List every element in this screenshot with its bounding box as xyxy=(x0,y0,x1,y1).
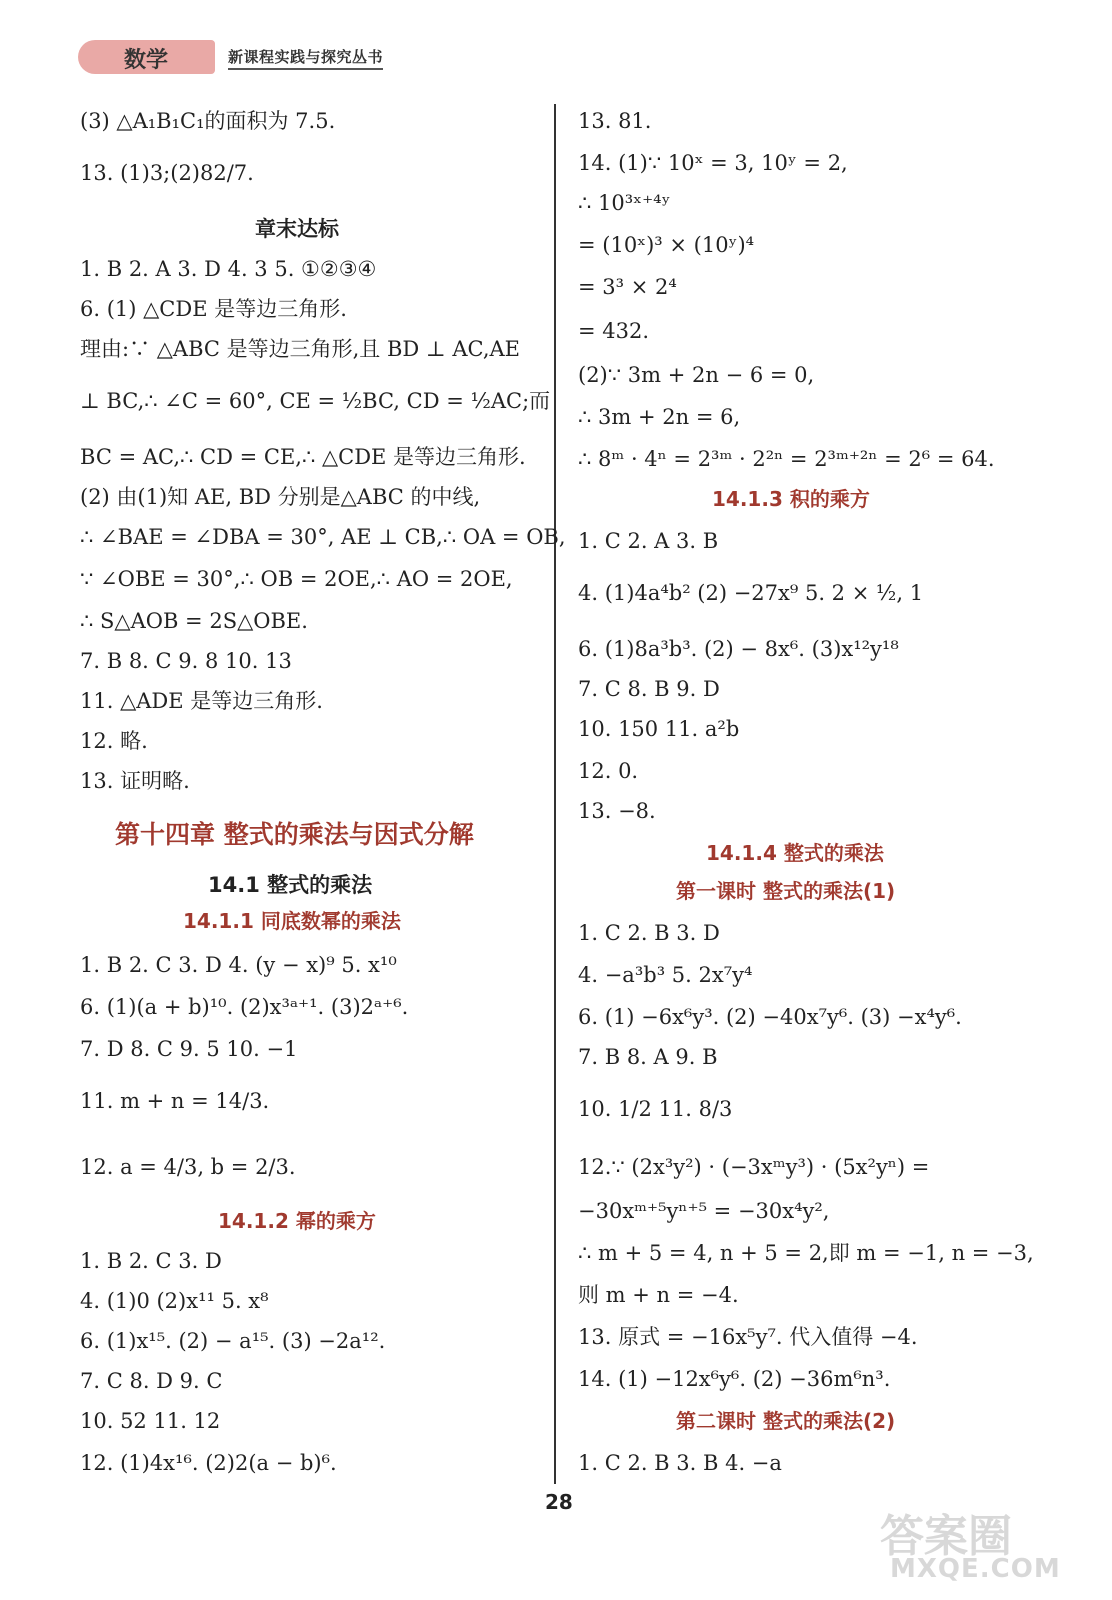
answer-line: ⊥ BC,∴ ∠C = 60°, CE = ½BC, CD = ½AC;而 xyxy=(80,389,551,413)
answer-line: 1. C 2. B 3. D xyxy=(578,921,720,945)
answer-line: 7. D 8. C 9. 5 10. −1 xyxy=(80,1037,298,1061)
answer-line: 1. C 2. B 3. B 4. −a xyxy=(578,1451,782,1475)
lesson-heading: 第一课时 整式的乘法(1) xyxy=(676,879,896,903)
answer-line: 14. (1)∵ 10ˣ = 3, 10ʸ = 2, xyxy=(578,151,848,175)
section-heading: 14.1 整式的乘法 xyxy=(208,873,373,897)
subject-tab xyxy=(78,40,215,74)
answer-line: 13. −8. xyxy=(578,799,656,823)
answer-line: 12. 0. xyxy=(578,759,639,783)
answer-line: 10. 150 11. a²b xyxy=(578,717,740,741)
answer-line: (3) △A₁B₁C₁的面积为 7.5. xyxy=(80,109,336,133)
subsection-heading: 14.1.1 同底数幂的乘法 xyxy=(183,909,401,933)
subject-label: 数学 xyxy=(124,48,169,73)
answer-line: 14. (1) −12x⁶y⁶. (2) −36m⁶n³. xyxy=(578,1367,891,1391)
answer-line: ∴ 3m + 2n = 6, xyxy=(578,405,741,429)
answer-line: 7. C 8. D 9. C xyxy=(80,1369,223,1393)
answer-line: 6. (1)8a³b³. (2) − 8x⁶. (3)x¹²y¹⁸ xyxy=(578,637,899,661)
subsection-heading: 14.1.3 积的乘方 xyxy=(712,487,870,511)
answer-line: 12. a = 4/3, b = 2/3. xyxy=(80,1155,296,1179)
answer-line: (2) 由(1)知 AE, BD 分别是△ABC 的中线, xyxy=(80,485,481,509)
answer-line: 1. B 2. C 3. D xyxy=(80,1249,222,1273)
answer-line: = 432. xyxy=(578,319,650,343)
answer-line: ∴ m + 5 = 4, n + 5 = 2,即 m = −1, n = −3, xyxy=(578,1241,1034,1265)
page-number: 28 xyxy=(545,1490,573,1514)
answer-line: 则 m + n = −4. xyxy=(578,1283,739,1307)
answer-line: 理由:∵ △ABC 是等边三角形,且 BD ⊥ AC,AE xyxy=(80,337,521,361)
answer-line: 10. 52 11. 12 xyxy=(80,1409,221,1433)
answer-line: 12. (1)4x¹⁶. (2)2(a − b)⁶. xyxy=(80,1451,337,1475)
answer-line: = 3³ × 2⁴ xyxy=(578,275,677,299)
subsection-heading: 14.1.4 整式的乘法 xyxy=(706,841,884,865)
answer-line: 4. −a³b³ 5. 2x⁷y⁴ xyxy=(578,963,753,987)
watermark-logo: 答案圈 xyxy=(880,1511,1012,1562)
answer-line: BC = AC,∴ CD = CE,∴ △CDE 是等边三角形. xyxy=(80,445,526,469)
answer-line: 13. 81. xyxy=(578,109,652,133)
answer-line: 7. B 8. A 9. B xyxy=(578,1045,718,1069)
answer-line: ∴ 10³ˣ⁺⁴ʸ xyxy=(578,191,671,215)
watermark xyxy=(880,1500,1080,1590)
answer-line: ∴ S△AOB = 2S△OBE. xyxy=(80,609,308,633)
answer-line: ∴ ∠BAE = ∠DBA = 30°, AE ⊥ CB,∴ OA = OB, xyxy=(80,525,566,549)
answer-line: ∵ ∠OBE = 30°,∴ OB = 2OE,∴ AO = 2OE, xyxy=(80,567,513,591)
section-heading: 章末达标 xyxy=(255,217,339,241)
answer-line: 10. 1/2 11. 8/3 xyxy=(578,1097,733,1121)
lesson-heading: 第二课时 整式的乘法(2) xyxy=(676,1409,896,1433)
answer-line: 1. B 2. A 3. D 4. 3 5. ①②③④ xyxy=(80,257,377,281)
answer-line: 7. B 8. C 9. 8 10. 13 xyxy=(80,649,292,673)
answer-line: 6. (1)(a + b)¹⁰. (2)x³ᵃ⁺¹. (3)2ᵃ⁺⁶. xyxy=(80,995,409,1019)
answer-line: 1. C 2. A 3. B xyxy=(578,529,719,553)
answer-line: 13. (1)3;(2)82/7. xyxy=(80,161,254,185)
answer-line: ∴ 8ᵐ · 4ⁿ = 2³ᵐ · 2²ⁿ = 2³ᵐ⁺²ⁿ = 2⁶ = 64. xyxy=(578,447,995,471)
answer-line: 11. m + n = 14/3. xyxy=(80,1089,270,1113)
answer-line: 4. (1)0 (2)x¹¹ 5. x⁸ xyxy=(80,1289,269,1313)
answer-line: 6. (1) −6x⁶y³. (2) −40x⁷y⁶. (3) −x⁴y⁶. xyxy=(578,1005,962,1029)
answer-line: 4. (1)4a⁴b² (2) −27x⁹ 5. 2 × ½, 1 xyxy=(578,581,924,605)
watermark-url: MXQE.COM xyxy=(890,1554,1061,1584)
answer-line: 7. C 8. B 9. D xyxy=(578,677,720,701)
answer-line: (2)∵ 3m + 2n − 6 = 0, xyxy=(578,363,815,387)
answer-line: 6. (1) △CDE 是等边三角形. xyxy=(80,297,347,321)
series-title: 新课程实践与探究丛书 xyxy=(228,46,383,70)
answer-line: 6. (1)x¹⁵. (2) − a¹⁵. (3) −2a¹². xyxy=(80,1329,386,1353)
answer-line: 1. B 2. C 3. D 4. (y − x)⁹ 5. x¹⁰ xyxy=(80,953,397,977)
answer-line: −30xᵐ⁺⁵yⁿ⁺⁵ = −30x⁴y², xyxy=(578,1199,830,1223)
answer-line: 11. △ADE 是等边三角形. xyxy=(80,689,323,713)
column-divider xyxy=(554,104,556,1484)
answer-line: 12.∵ (2x³y²) · (−3xᵐy³) · (5x²yⁿ) = xyxy=(578,1155,930,1179)
page-header xyxy=(78,38,398,78)
answer-line: 13. 证明略. xyxy=(80,769,190,793)
chapter-heading: 第十四章 整式的乘法与因式分解 xyxy=(115,820,474,849)
answer-line: 12. 略. xyxy=(80,729,148,753)
subsection-heading: 14.1.2 幂的乘方 xyxy=(218,1209,376,1233)
answer-line: 13. 原式 = −16x⁵y⁷. 代入值得 −4. xyxy=(578,1325,918,1349)
answer-line: = (10ˣ)³ × (10ʸ)⁴ xyxy=(578,233,755,257)
